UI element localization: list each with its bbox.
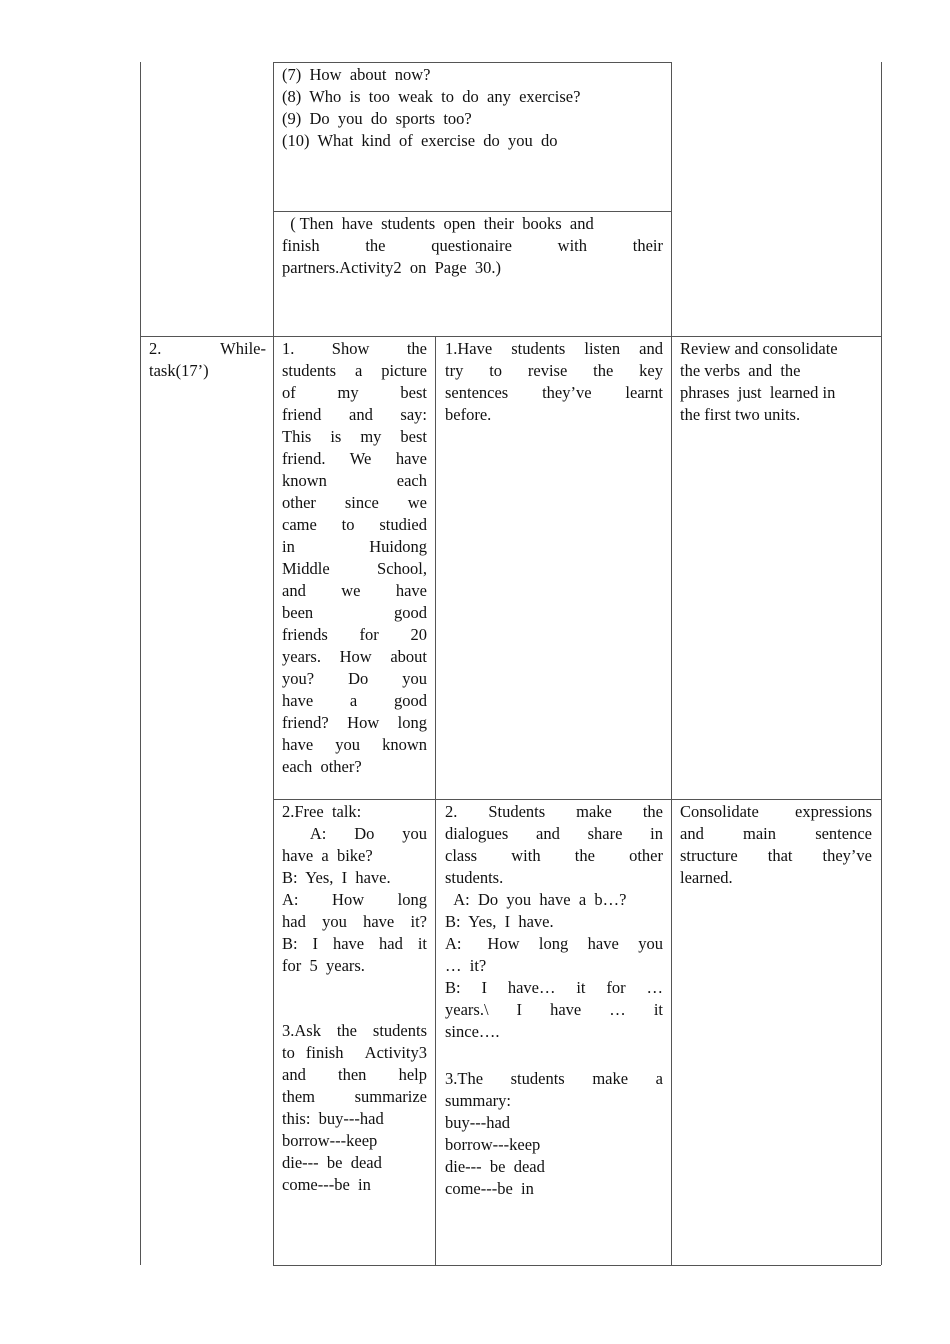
text-line: friend? How long <box>282 713 427 732</box>
text-line: die--- be dead <box>282 1153 382 1172</box>
text-line: have you known <box>282 735 427 754</box>
student-activity-1 <box>445 338 663 426</box>
text-line: Middle School, <box>282 559 427 578</box>
text-line: borrow---keep <box>282 1131 378 1150</box>
table-col-divider-3 <box>671 62 672 1265</box>
text-line: come---be in <box>445 1179 534 1198</box>
question-10: (10) What kind of exercise do you do <box>282 131 558 150</box>
text-line: the first two units. <box>680 405 801 424</box>
text-line: die--- be dead <box>445 1157 545 1176</box>
text-line: … it? <box>445 956 487 975</box>
text-line: summary: <box>445 1091 511 1110</box>
text-line: them summarize <box>282 1087 427 1106</box>
text-line: Consolidate expressions <box>680 802 872 821</box>
text-line: borrow---keep <box>445 1135 541 1154</box>
table-col-divider-2 <box>435 336 436 1265</box>
row-divider-questions <box>273 211 671 212</box>
teacher-activity-2 <box>282 801 427 977</box>
text-line: in Huidong <box>282 537 427 556</box>
text-line: B: I have had it <box>282 934 427 953</box>
instruction-line: partners.Activity2 on Page 30.) <box>282 258 502 277</box>
purpose-1 <box>680 338 876 426</box>
text-line: each other? <box>282 757 362 776</box>
text-line: of my best <box>282 383 427 402</box>
text-line: buy---had <box>445 1113 511 1132</box>
question-7: (7) How about now? <box>282 65 431 84</box>
text-line: A: How long have you <box>445 934 663 953</box>
text-line: before. <box>445 405 492 424</box>
text-line: been good <box>282 603 427 622</box>
table-left-border <box>140 62 141 1265</box>
text-line: class with the other <box>445 846 663 865</box>
text-line: and we have <box>282 581 427 600</box>
text-line: This is my best <box>282 427 427 446</box>
instruction-line: ( Then have students open their books and <box>282 214 594 233</box>
text-line: B: I have… it for … <box>445 978 663 997</box>
row-divider-free-talk <box>273 799 881 800</box>
text-line: since…. <box>445 1022 500 1041</box>
text-line: students a picture <box>282 361 427 380</box>
text-line: come---be in <box>282 1175 371 1194</box>
table-right-border <box>881 62 882 1265</box>
text-line: Review and consolidate <box>680 339 838 358</box>
table-top-border <box>273 62 671 63</box>
student-activity-2 <box>445 801 663 1043</box>
text-line: and main sentence <box>680 824 872 843</box>
question-9: (9) Do you do sports too? <box>282 109 472 128</box>
text-line: known each <box>282 471 427 490</box>
text-line: B: Yes, I have. <box>445 912 554 931</box>
text-line: the verbs and the <box>680 361 801 380</box>
instruction-cell <box>282 213 663 279</box>
text-line: structure that they’ve <box>680 846 872 865</box>
text-line: years.\ I have … it <box>445 1000 663 1019</box>
text-line: friend. We have <box>282 449 427 468</box>
stage-label: task(17’) <box>149 361 209 380</box>
text-line: years. How about <box>282 647 427 666</box>
text-line: and then help <box>282 1065 427 1084</box>
text-line: dialogues and share in <box>445 824 663 843</box>
text-line: 3.Ask the students <box>282 1021 427 1040</box>
text-line: 2.Free talk: <box>282 802 362 821</box>
stage-label: 2. While- <box>149 339 266 358</box>
questions-cell <box>282 64 667 152</box>
text-line: 2. Students make the <box>445 802 663 821</box>
text-line: 1. Show the <box>282 339 427 358</box>
text-line: B: Yes, I have. <box>282 868 391 887</box>
text-line: phrases just learned in <box>680 383 836 402</box>
table-col-divider-1 <box>273 62 274 1265</box>
instruction-line: finish the questionaire with their <box>282 236 663 255</box>
question-8: (8) Who is too weak to do any exercise? <box>282 87 581 106</box>
text-line: learned. <box>680 868 733 887</box>
text-line: sentences they’ve learnt <box>445 383 663 402</box>
text-line: try to revise the key <box>445 361 663 380</box>
text-line: this: buy---had <box>282 1109 384 1128</box>
text-line: A: Do you <box>282 824 427 843</box>
text-line: friends for 20 <box>282 625 427 644</box>
row-divider-while-task <box>140 336 881 337</box>
stage-cell <box>149 338 266 382</box>
teacher-activity-3 <box>282 1020 427 1196</box>
table-bottom-border <box>273 1265 881 1266</box>
text-line: to finish Activity3 <box>282 1043 427 1062</box>
text-line: have a bike? <box>282 846 373 865</box>
text-line: A: Do you have a b…? <box>445 890 627 909</box>
text-line: 1.Have students listen and <box>445 339 663 358</box>
text-line: had you have it? <box>282 912 427 931</box>
text-line: 3.The students make a <box>445 1069 663 1088</box>
teacher-activity-1 <box>282 338 427 778</box>
text-line: for 5 years. <box>282 956 365 975</box>
text-line: came to studied <box>282 515 427 534</box>
purpose-2 <box>680 801 872 889</box>
student-activity-3 <box>445 1068 663 1200</box>
text-line: have a good <box>282 691 427 710</box>
text-line: A: How long <box>282 890 427 909</box>
text-line: students. <box>445 868 504 887</box>
text-line: you? Do you <box>282 669 427 688</box>
text-line: friend and say: <box>282 405 427 424</box>
text-line: other since we <box>282 493 427 512</box>
